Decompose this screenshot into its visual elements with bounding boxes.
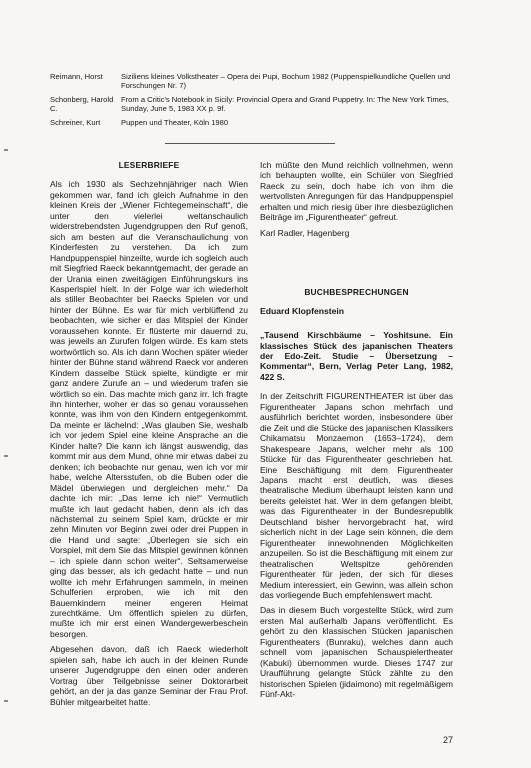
section-divider bbox=[165, 143, 335, 144]
letter-paragraph: Abgesehen davon, daß ich Raeck wiederholt spielen sah, habe ich auch in der kleinen Runde unserer Jugendgruppe den einen oder anderen Vortrag über Teilgebnisse seiner Doktorarbeit gehört, an der ja das ganze Seminar der Frau Prof. Bühler mitgearbeitet hatte. bbox=[50, 644, 248, 707]
book-title: „Tausend Kirschbäume – Yoshitsune. Ein klassisches Stück des japanischen Theaters der Edo-Zeit. Studie – Übersetzung – Kommentar“, Bern, Verlag Peter Lang, 1982, 422 S. bbox=[260, 330, 453, 382]
reference-list bbox=[50, 72, 470, 131]
letter-paragraph: Als ich 1930 als Sechzehnjähriger nach Wien gekommen war, fand ich gleich Aufnahme in den kleinen Kreis der „Wiener Fichtegemeinschaft“, die unter den vielerlei weltanschaulich widerstrebendsten Jugendgruppen den Ruf genoß, sich am besten auf die Veranschaulichung von Kinderfesten zu verstehen. Da ich zum Handpuppenspiel hinzeilte, wurde ich sogleich auch mit Siegfried Raeck bekanntgemacht, der gerade an der Urania einen zweitägigen Einführungskurs ins Kasperlspiel hielt. In der Folge war ich wiederholt als stiller Beobachter bei Raecks Spielen vor und hinter der Bühne. Es war für mich verblüffend zu beobachten, wie sicher er das Mitspiel der Kinder voraussehen konnte. Er flüsterte mir dauernd zu, was jeweils an Zurufen folgen würde. Es kam stets wortwörtlich so. Als ich dann Wochen später wieder hinter der Bühne stand während Raeck vor anderen Kindern dasselbe Stück spielte, kündigte er mir ganz andere Zurufe an – und wiederum trafen sie wörtlich so ein. Das machte mich ganz irr. Ich fragte ihn hinterher, woher er das so genau voraussehen konnte, was ihm von den Kindern entgegenkommt. Da meinte er lächelnd: „Was glauben Sie, weshalb ich vor jedem Spiel eine kleine Ansprache an die Kinder halte? Die kann ich längst auswendig, das kommt mir aus dem Mund, ohne mir etwas dabei zu denken; ich beobachte nur genau, wen ich vor mir habe, welche Altersstufen, ob die Buben oder die Mädel überwiegen und dergleichen mehr.“ Da dachte ich mir: „Das lerne ich nie!“ Vermutlich mußte ich laut gedacht haben, denn als ich das nächstemal zu seinem Spiel kam, drückte er mir zehn Minuten vor Beginn zwei oder drei Puppen in die Hand und sagte: „Überlegen sie sich ein Vorspiel, mit dem Sie das Mitspiel gewinnen können – ich spiele dann schon weiter“. Seltsamerweise ging das besser, als ich gedacht hatte – und nun wollte ich mehr Erfahrungen sammeln, in meinen Schulferien erproben, wie ich mit den Bauernkindern meiner engeren Heimat zurechtkäme. Um öffentlich spielen zu dürfen, mußte ich mir erst einen Wandergewerbeschein besorgen. bbox=[50, 179, 248, 639]
reference-entry bbox=[50, 72, 470, 91]
letter-paragraph: Ich müßte den Mund reichlich vollnehmen, wenn ich behaupten wollte, ein Schüler von Siegfried Raeck zu sein, doch habe ich von ihm die wertvollsten Anregungen für das Handpuppenspiel erhalten und mich riesig über ihre diesbezüglichen Beiträge im „Figurentheater“ gefreut. bbox=[260, 160, 453, 223]
reference-text: Siziliens kleines Volkstheater – Opera dei Pupi, Bochum 1982 (Puppenspielkundliche Quellen und Forschungen Nr. 7) bbox=[121, 72, 451, 91]
left-column bbox=[50, 160, 248, 712]
margin-mark bbox=[4, 149, 8, 151]
leserbriefe-heading: LESERBRIEFE bbox=[118, 160, 180, 170]
review-paragraph: In der Zeitschrift FIGURENTHEATER ist über das Figurentheater Japans schon mehrfach und ausführlich berichtet worden, insbesondere über die Zeit und die Stücke des japanischen Klassikers Chikamatsu Monzaemon (1653–1724), dem Shakespeare Japans, welcher mehr als 100 Stücke für das Figurentheater geschrieben hat. Eine Beschäftigung mit dem Figurentheater Japans macht erst deutlich, was dieses theatralische Medium überhaupt leisten kann und bereits geleistet hat. Wer in dem gefangen bleibt, was das Figurentheater in der Bundesrepublik Deutschland bisher hervorgebracht hat, wird sicherlich nicht in der Lage sein können, die dem Figurentheater innewohnenden Möglichkeiten anzupeilen. So ist die Beschäftigung mit einem zur theatralischen Weltspitze gehörenden Figurentheater für jeden, der sich für dieses Medium interessiert, ein Gewinn, was allein schon das vorliegende Buch empfehlenswert macht. bbox=[260, 391, 453, 600]
margin-mark bbox=[4, 700, 8, 702]
margin-mark bbox=[4, 455, 8, 457]
reviewer-name: Eduard Klopfenstein bbox=[260, 305, 345, 316]
reference-author: Schreiner, Kurt bbox=[50, 117, 101, 127]
reference-text: From a Critic's Notebook in Sicily: Provincial Opera and Grand Puppetry. In: The New York Times, Sunday, June 5, 1983 XX p. 9f. bbox=[121, 94, 449, 114]
review-paragraph: Das in diesem Buch vorgestellte Stück, wird zum ersten Mal außerhalb Japans veröffentlicht. Es gehört zu den klassischen Stücken japanischen Figurentheaters (Bunraku), welches dann auch schnell vom japanischen Schauspielertheater (Kabuki) übernommen wurde. Dieses 1747 zur Uraufführung gelangte Stück zählte zu den historischen Spielen (jidaimono) mit regelmäßigem Fünf-Akt- bbox=[260, 605, 453, 700]
letter-signature: Karl Radler, Hagenberg bbox=[260, 227, 350, 238]
reference-entry bbox=[50, 95, 470, 114]
reference-author: Schonberg, Harold C. bbox=[50, 94, 114, 114]
buchbesprechungen-heading: BUCHBESPRECHUNGEN bbox=[304, 287, 409, 298]
reference-entry bbox=[50, 118, 470, 127]
right-column bbox=[260, 160, 453, 704]
reference-author: Reimann, Horst bbox=[50, 72, 103, 81]
page-number: 27 bbox=[442, 735, 453, 745]
reference-text: Puppen und Theater, Köln 1980 bbox=[121, 117, 229, 127]
